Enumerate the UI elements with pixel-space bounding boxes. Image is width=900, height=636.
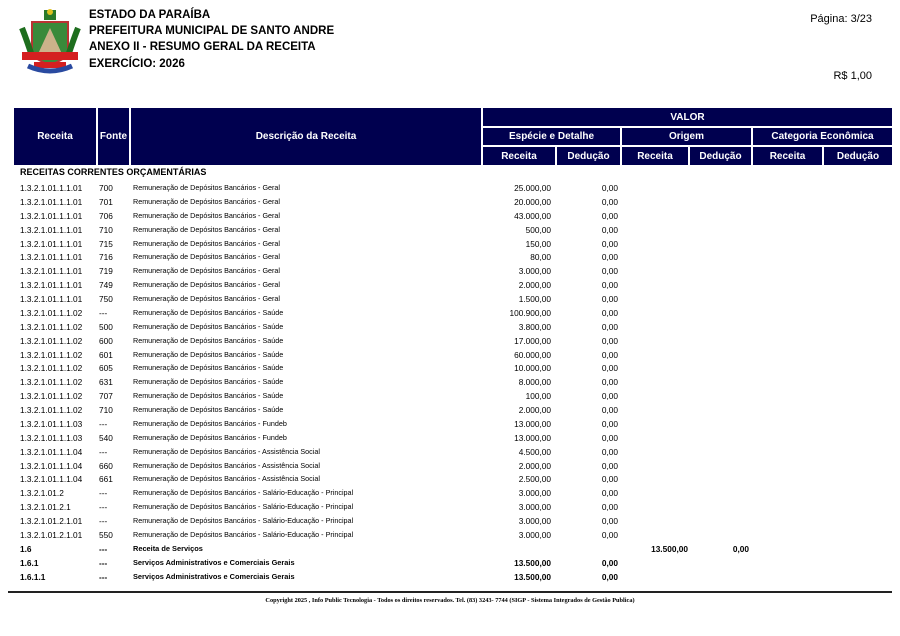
- description: Serviços Administrativos e Comerciais Gerais: [133, 571, 295, 581]
- deducao-value: 0,00: [601, 280, 618, 291]
- receita-code: 1.3.2.1.01.1.1.02: [20, 391, 83, 402]
- description: Remuneração de Depósitos Bancários - Saúde: [133, 321, 284, 331]
- fonte-code: ---: [99, 571, 108, 582]
- table-row: [0, 375, 900, 389]
- table-row: [0, 556, 900, 570]
- table-row: [0, 431, 900, 445]
- table-row: [0, 403, 900, 417]
- description: Remuneração de Depósitos Bancários - Salário-Educação - Principal: [133, 502, 354, 512]
- receita-value: 25.000,00: [514, 183, 551, 193]
- receita-value: 17.000,00: [514, 335, 551, 346]
- fonte-code: 710: [99, 224, 113, 235]
- description: Remuneração de Depósitos Bancários - Saúde: [133, 363, 284, 373]
- receita-code: 1.3.2.1.01.1.1.01: [20, 238, 83, 249]
- table-row: [0, 472, 900, 486]
- table-row: [0, 570, 900, 584]
- receita-value: 150,00: [525, 238, 551, 249]
- receita-value: 13.500,00: [651, 543, 688, 554]
- footer-divider: [8, 591, 892, 593]
- deducao-value: 0,00: [601, 266, 618, 277]
- receita-code: 1.3.2.1.01.1.1.02: [20, 335, 83, 346]
- fonte-code: 716: [99, 252, 113, 263]
- fonte-code: 661: [99, 474, 113, 485]
- description: Remuneração de Depósitos Bancários - Salário-Educação - Principal: [133, 530, 354, 539]
- section-title: RECEITAS CORRENTES ORÇAMENTÁRIAS: [20, 167, 207, 177]
- description: Remuneração de Depósitos Bancários - Salário-Educação - Principal: [133, 488, 354, 498]
- receita-code: 1.3.2.1.01.2.1: [20, 502, 71, 513]
- description: Remuneração de Depósitos Bancários - Geral: [133, 183, 281, 192]
- fonte-code: 719: [99, 266, 113, 277]
- deducao-value: 0,00: [601, 335, 618, 346]
- sub-header-receita: Receita: [622, 147, 688, 165]
- deducao-value: 0,00: [601, 432, 618, 443]
- header-fiscal-year: EXERCÍCIO: 2026: [89, 58, 185, 70]
- deducao-value: 0,00: [601, 377, 618, 388]
- sub-header-deducao: Dedução: [557, 147, 620, 165]
- col-header-origem: Origem: [622, 128, 751, 145]
- description: Remuneração de Depósitos Bancários - Geral: [133, 238, 281, 248]
- receita-code: 1.3.2.1.01.1.1.02: [20, 307, 83, 318]
- receita-value: 2.000,00: [518, 280, 551, 291]
- description: Remuneração de Depósitos Bancários - Geral: [133, 210, 281, 220]
- table-row: [0, 417, 900, 431]
- deducao-value: 0,00: [601, 307, 618, 318]
- fonte-code: 707: [99, 391, 113, 402]
- sub-header-receita: Receita: [483, 147, 555, 165]
- receita-code: 1.3.2.1.01.1.1.02: [20, 321, 83, 332]
- receita-value: 3.800,00: [518, 321, 551, 332]
- table-row: [0, 292, 900, 306]
- deducao-value: 0,00: [601, 405, 618, 416]
- deducao-value: 0,00: [601, 418, 618, 429]
- page-number: Página: 3/23: [810, 13, 872, 25]
- receita-value: 3.000,00: [518, 530, 551, 540]
- municipal-coat-of-arms-logo: [18, 8, 82, 74]
- receita-value: 1.500,00: [518, 294, 551, 305]
- fonte-code: ---: [99, 418, 108, 429]
- receita-value: 13.500,00: [514, 557, 551, 568]
- fonte-code: ---: [99, 446, 108, 457]
- table-row: [0, 264, 900, 278]
- fonte-code: 601: [99, 349, 113, 360]
- description: Remuneração de Depósitos Bancários - Saúde: [133, 405, 284, 415]
- receita-value: 60.000,00: [514, 349, 551, 360]
- description: Remuneração de Depósitos Bancários - Geral: [133, 266, 281, 276]
- description: Remuneração de Depósitos Bancários - Salário-Educação - Principal: [133, 516, 354, 526]
- description: Remuneração de Depósitos Bancários - Geral: [133, 252, 281, 262]
- description: Remuneração de Depósitos Bancários - Geral: [133, 280, 281, 290]
- receita-value: 100,00: [525, 391, 551, 402]
- receita-code: 1.3.2.1.01.1.1.01: [20, 196, 83, 207]
- header-municipality: PREFEITURA MUNICIPAL DE SANTO ANDRE: [89, 25, 335, 37]
- description: Remuneração de Depósitos Bancários - Fundeb: [133, 432, 287, 442]
- fonte-code: 706: [99, 210, 113, 221]
- receita-code: 1.3.2.1.01.2: [20, 488, 64, 499]
- fonte-code: ---: [99, 516, 108, 527]
- fonte-code: 660: [99, 460, 113, 471]
- receita-code: 1.3.2.1.01.1.1.03: [20, 418, 83, 429]
- receita-code: 1.3.2.1.01.1.1.03: [20, 432, 83, 443]
- receita-code: 1.6.1.1: [20, 571, 46, 582]
- fonte-code: 701: [99, 196, 113, 207]
- fonte-code: 550: [99, 530, 113, 540]
- receita-value: 13.000,00: [514, 418, 551, 429]
- receita-code: 1.3.2.1.01.1.1.01: [20, 210, 83, 221]
- table-row: [0, 389, 900, 403]
- table-row: [0, 500, 900, 514]
- receita-code: 1.3.2.1.01.1.1.04: [20, 460, 83, 471]
- fonte-code: ---: [99, 543, 108, 554]
- receita-code: 1.3.2.1.01.1.1.02: [20, 405, 83, 416]
- deducao-value: 0,00: [601, 321, 618, 332]
- receita-code: 1.3.2.1.01.1.1.02: [20, 363, 83, 374]
- col-header-categoria: Categoria Econômica: [753, 128, 892, 145]
- receita-code: 1.3.2.1.01.1.1.01: [20, 294, 83, 305]
- description: Serviços Administrativos e Comerciais Gerais: [133, 557, 295, 567]
- col-header-valor: VALOR: [483, 108, 892, 126]
- deducao-value: 0,00: [601, 474, 618, 485]
- receita-value: 13.500,00: [514, 571, 551, 582]
- receita-value: 3.000,00: [518, 502, 551, 513]
- description: Remuneração de Depósitos Bancários - Fundeb: [133, 418, 287, 428]
- table-row: [0, 223, 900, 237]
- receita-value: 100.900,00: [509, 307, 551, 318]
- deducao-value: 0,00: [732, 543, 749, 554]
- description: Receita de Serviços: [133, 543, 203, 553]
- table-row: [0, 250, 900, 264]
- deducao-value: 0,00: [601, 460, 618, 471]
- col-header-descricao: Descrição da Receita: [131, 108, 481, 165]
- table-row: [0, 348, 900, 362]
- deducao-value: 0,00: [601, 446, 618, 457]
- deducao-value: 0,00: [601, 571, 618, 582]
- fonte-code: ---: [99, 557, 108, 568]
- description: Remuneração de Depósitos Bancários - Saúde: [133, 349, 284, 359]
- receita-value: 8.000,00: [518, 377, 551, 388]
- deducao-value: 0,00: [601, 502, 618, 513]
- sub-header-receita: Receita: [753, 147, 822, 165]
- receita-value: 3.000,00: [518, 488, 551, 499]
- receita-value: 43.000,00: [514, 210, 551, 221]
- description: Remuneração de Depósitos Bancários - Saúde: [133, 391, 284, 401]
- fonte-code: 700: [99, 183, 113, 193]
- footer-copyright: Copyright 2025 , Info Public Tecnologia - Todos os direitos reservados. Tel. (83) 3243- 7744 (SIGP - Sistema Integrados de Gestão Publica): [265, 597, 635, 604]
- fonte-code: 540: [99, 432, 113, 443]
- header-annex-title: ANEXO II - RESUMO GERAL DA RECEITA: [89, 41, 316, 53]
- description: Remuneração de Depósitos Bancários - Saúde: [133, 307, 284, 317]
- deducao-value: 0,00: [601, 183, 618, 193]
- deducao-value: 0,00: [601, 391, 618, 402]
- table-row: [0, 486, 900, 500]
- col-header-especie: Espécie e Detalhe: [483, 128, 620, 145]
- table-row: [0, 542, 900, 556]
- table-row: [0, 306, 900, 320]
- table-row: [0, 209, 900, 223]
- fonte-code: 749: [99, 280, 113, 291]
- receita-value: 4.500,00: [518, 446, 551, 457]
- fonte-code: 500: [99, 321, 113, 332]
- col-header-fonte: Fonte: [98, 108, 129, 165]
- description: Remuneração de Depósitos Bancários - Saúde: [133, 335, 284, 345]
- table-row: [0, 278, 900, 292]
- fonte-code: 750: [99, 294, 113, 305]
- receita-code: 1.3.2.1.01.1.1.01: [20, 224, 83, 235]
- description: Remuneração de Depósitos Bancários - Assistência Social: [133, 446, 320, 456]
- col-header-receita: Receita: [14, 108, 96, 165]
- receita-code: 1.6.1: [20, 557, 39, 568]
- fonte-code: 631: [99, 377, 113, 388]
- table-row: [0, 528, 900, 542]
- deducao-value: 0,00: [601, 252, 618, 263]
- receita-code: 1.3.2.1.01.1.1.01: [20, 266, 83, 277]
- description: Remuneração de Depósitos Bancários - Assistência Social: [133, 460, 320, 470]
- deducao-value: 0,00: [601, 516, 618, 527]
- receita-code: 1.3.2.1.01.1.1.01: [20, 280, 83, 291]
- deducao-value: 0,00: [601, 488, 618, 499]
- deducao-value: 0,00: [601, 349, 618, 360]
- deducao-value: 0,00: [601, 238, 618, 249]
- receita-value: 10.000,00: [514, 363, 551, 374]
- fonte-code: 715: [99, 238, 113, 249]
- receita-value: 20.000,00: [514, 196, 551, 207]
- receita-code: 1.3.2.1.01.1.1.01: [20, 183, 83, 193]
- table-row: [0, 195, 900, 209]
- receita-value: 3.000,00: [518, 516, 551, 527]
- fonte-code: 605: [99, 363, 113, 374]
- description: Remuneração de Depósitos Bancários - Geral: [133, 196, 281, 206]
- table-row: [0, 320, 900, 334]
- fonte-code: 600: [99, 335, 113, 346]
- header-state: ESTADO DA PARAÍBA: [89, 9, 211, 21]
- currency-unit: R$ 1,00: [833, 70, 872, 82]
- deducao-value: 0,00: [601, 530, 618, 540]
- receita-code: 1.3.2.1.01.1.1.02: [20, 349, 83, 360]
- receita-code: 1.3.2.1.01.1.1.04: [20, 474, 83, 485]
- receita-value: 2.500,00: [518, 474, 551, 485]
- table-row: [0, 459, 900, 473]
- sub-header-deducao: Dedução: [824, 147, 892, 165]
- receita-code: 1.3.2.1.01.1.1.04: [20, 446, 83, 457]
- table-row: [0, 514, 900, 528]
- receita-code: 1.3.2.1.01.1.1.02: [20, 377, 83, 388]
- receita-value: 13.000,00: [514, 432, 551, 443]
- fonte-code: 710: [99, 405, 113, 416]
- receita-value: 2.000,00: [518, 405, 551, 416]
- description: Remuneração de Depósitos Bancários - Saúde: [133, 377, 284, 387]
- receita-code: 1.3.2.1.01.1.1.01: [20, 252, 83, 263]
- table-row: [0, 361, 900, 375]
- table-row: [0, 445, 900, 459]
- fonte-code: ---: [99, 502, 108, 513]
- receita-value: 2.000,00: [518, 460, 551, 471]
- deducao-value: 0,00: [601, 210, 618, 221]
- deducao-value: 0,00: [601, 224, 618, 235]
- sub-header-deducao: Dedução: [690, 147, 751, 165]
- deducao-value: 0,00: [601, 294, 618, 305]
- fonte-code: ---: [99, 307, 108, 318]
- receita-code: 1.6: [20, 543, 32, 554]
- deducao-value: 0,00: [601, 557, 618, 568]
- description: Remuneração de Depósitos Bancários - Geral: [133, 294, 281, 304]
- receita-value: 3.000,00: [518, 266, 551, 277]
- receita-code: 1.3.2.1.01.2.1.01: [20, 516, 83, 527]
- fonte-code: ---: [99, 488, 108, 499]
- description: Remuneração de Depósitos Bancários - Geral: [133, 224, 281, 234]
- deducao-value: 0,00: [601, 363, 618, 374]
- deducao-value: 0,00: [601, 196, 618, 207]
- table-row: [0, 181, 900, 195]
- table-row: [0, 237, 900, 251]
- receita-code: 1.3.2.1.01.2.1.01: [20, 530, 83, 540]
- description: Remuneração de Depósitos Bancários - Assistência Social: [133, 474, 320, 484]
- receita-value: 500,00: [525, 224, 551, 235]
- table-row: [0, 334, 900, 348]
- receita-value: 80,00: [530, 252, 551, 263]
